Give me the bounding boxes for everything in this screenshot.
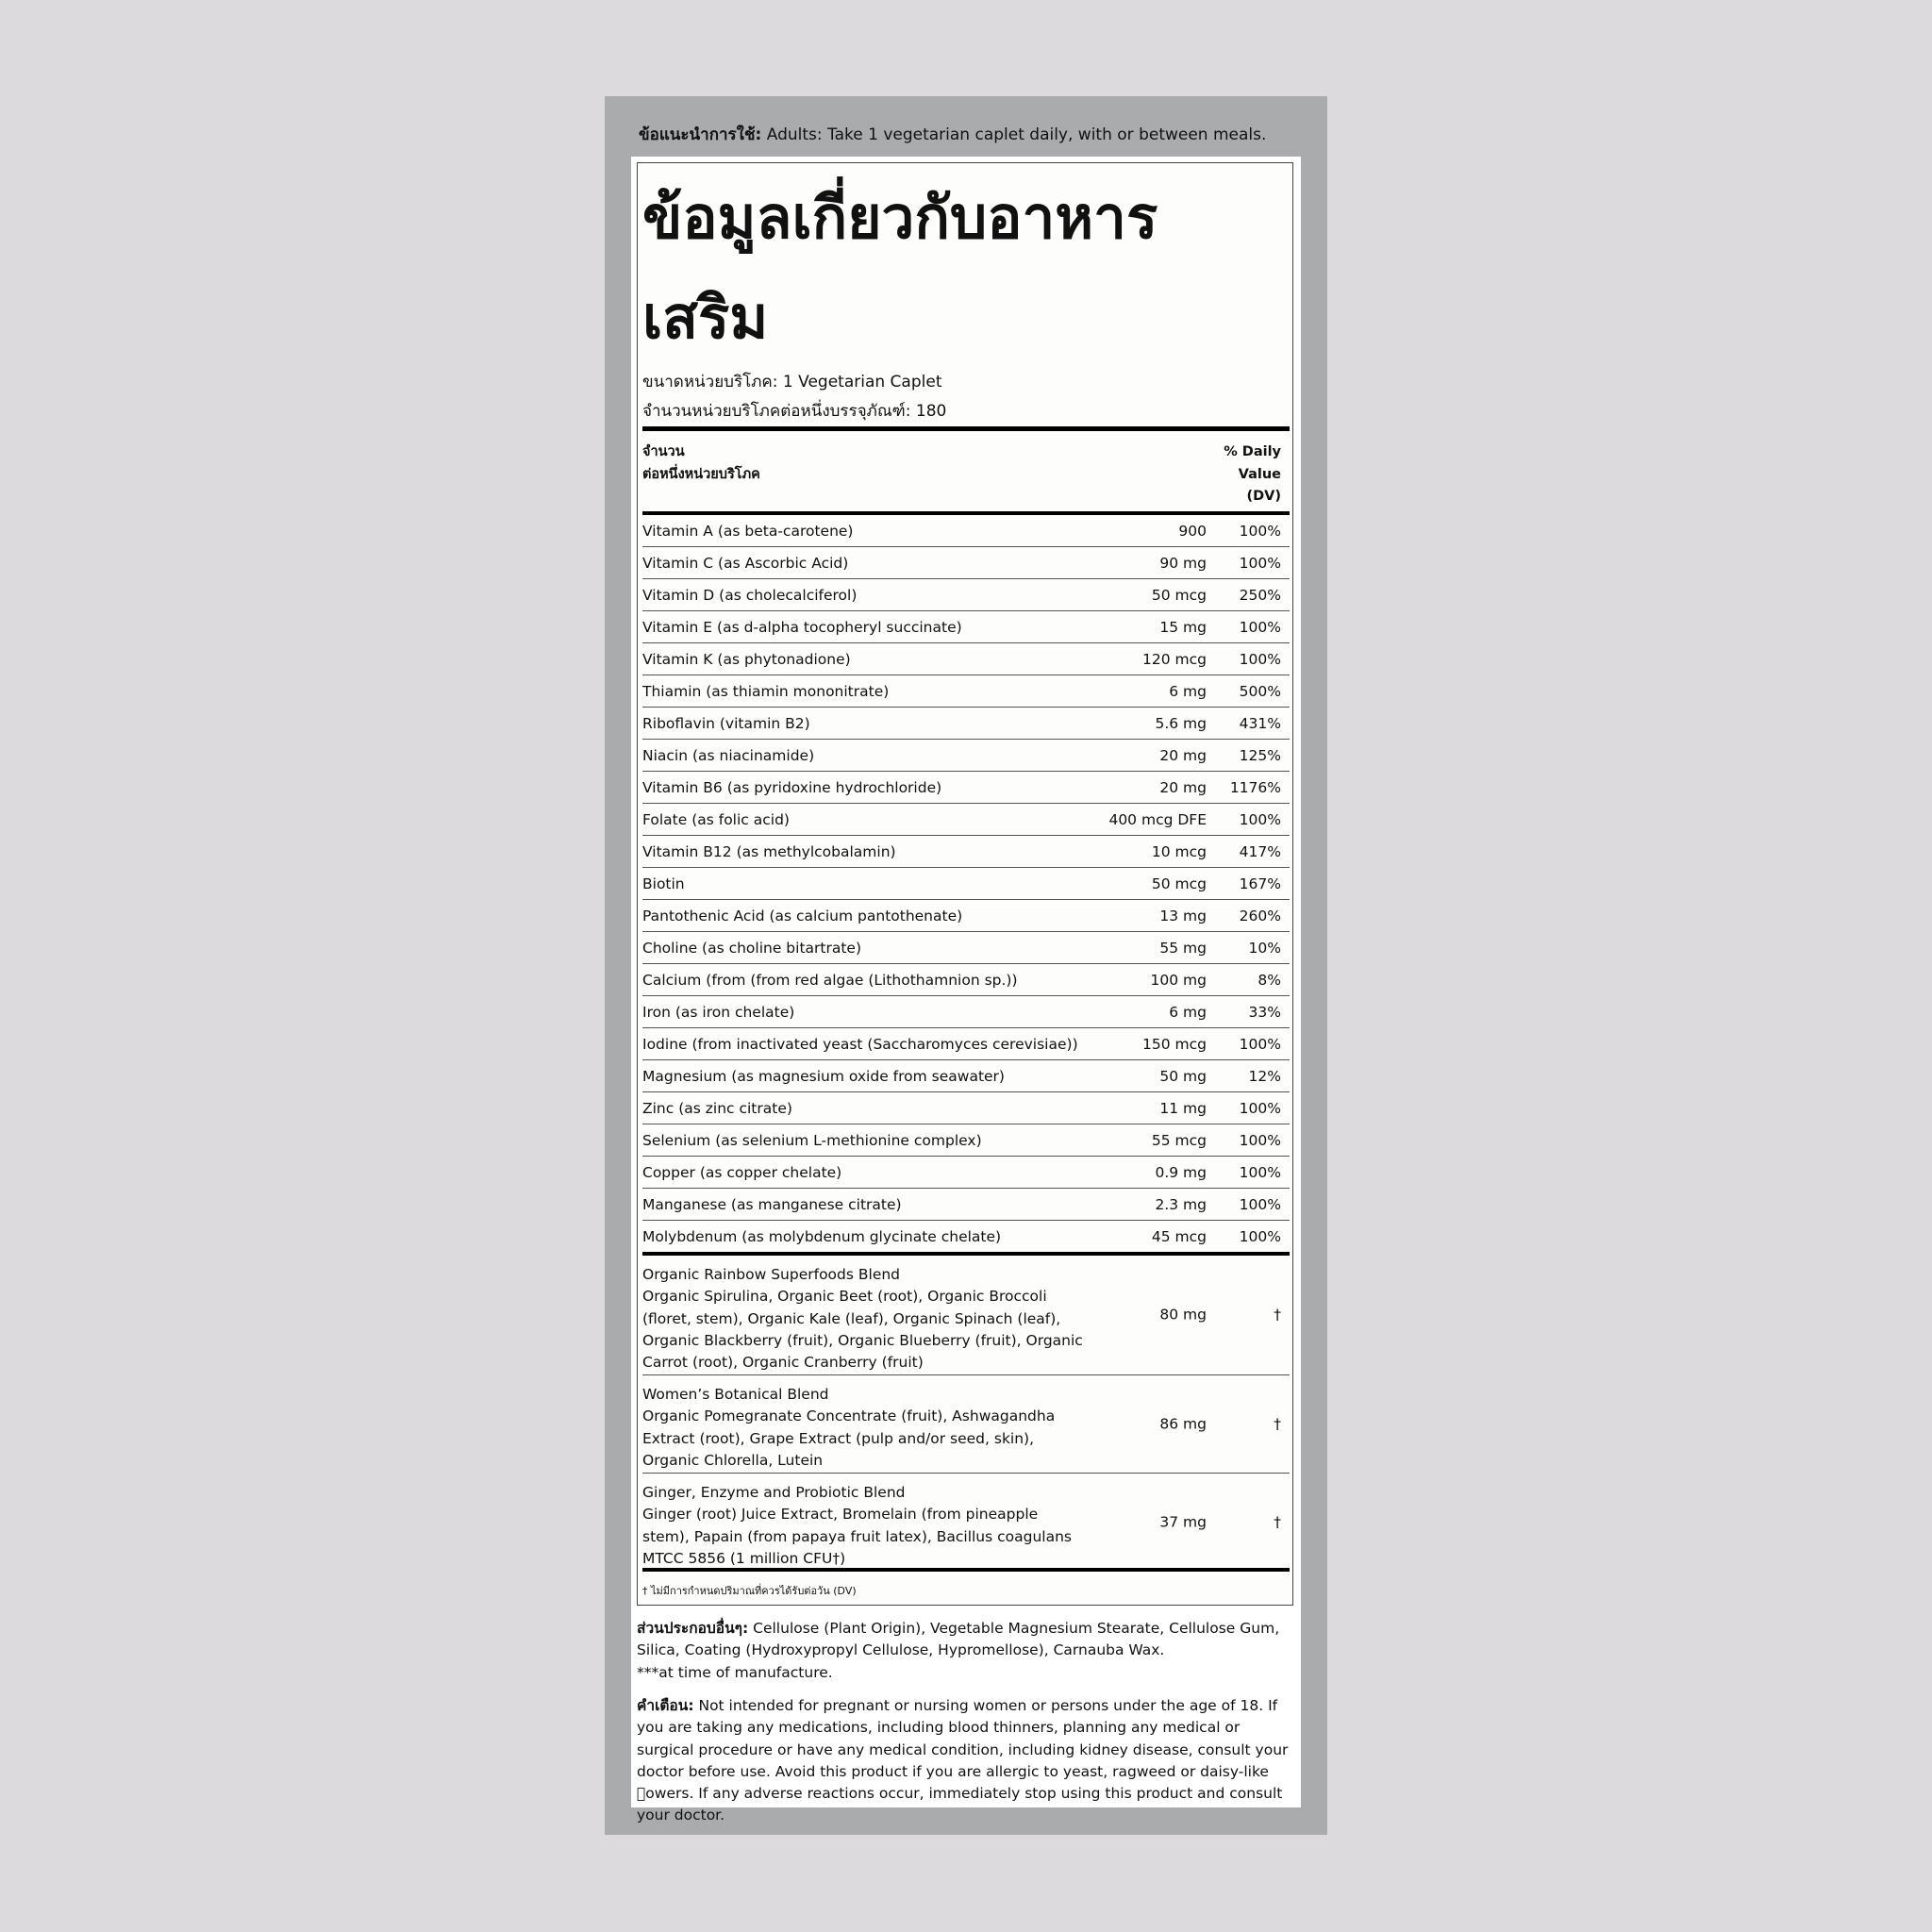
nutrient-row (642, 964, 1290, 996)
nutrient-amount: 55 mg (1159, 940, 1207, 957)
nutrient-row (642, 1060, 1290, 1092)
nutrient-row (642, 996, 1290, 1028)
blend-row (642, 1375, 1290, 1474)
blend-dv: † (1274, 1414, 1281, 1432)
nutrient-name: Selenium (as selenium L-methionine complex) (642, 1132, 982, 1149)
nutrient-row (642, 1092, 1290, 1124)
directions (639, 125, 1299, 145)
nutrient-amount: 120 mcg (1142, 651, 1207, 668)
nutrient-row (642, 740, 1290, 772)
nutrient-name: Vitamin D (as cholecalciferol) (642, 587, 858, 604)
warning (637, 1695, 1297, 1827)
nutrient-row (642, 1189, 1290, 1221)
nutrient-name: Choline (as choline bitartrate) (642, 940, 862, 957)
dv-footnote: † ไม่มีการกำหนดปริมาณที่ควรได้รับต่อวัน (DV) (642, 1585, 857, 1597)
nutrient-row (642, 900, 1290, 932)
nutrient-name: Manganese (as manganese citrate) (642, 1196, 902, 1213)
dv-header-line2: Value (1238, 466, 1281, 482)
warning-text-2: doctor before use. Avoid this product if you are allergic to yeast, ragweed or daisy-like  owers. If any adverse reactions occur, immediately stop using this product and consult your doctor. (637, 1762, 1283, 1824)
nutrient-name: Thiamin (as thiamin mononitrate) (642, 683, 890, 700)
nutrient-name: Vitamin B12 (as methylcobalamin) (642, 843, 896, 860)
nutrient-table (642, 515, 1290, 1572)
nutrient-name: Vitamin K (as phytonadione) (642, 651, 851, 668)
nutrient-dv: 33% (1248, 1004, 1281, 1021)
nutrient-dv: 1176% (1229, 779, 1281, 796)
facts-title-line2: เสริม (642, 283, 769, 352)
nutrient-dv: 100% (1239, 1164, 1281, 1181)
nutrient-row (642, 708, 1290, 740)
directions-label: ข้อแนะนำการใช้: (639, 125, 762, 144)
nutrient-name: Folate (as folic acid) (642, 811, 790, 828)
other-text: Cellulose (Plant Origin), Vegetable Magnesium Stearate, Cellulose Gum, Silica, Coating (Hydroxypropyl Cellulose, Hypromellose), Carnauba Wax. (637, 1620, 1280, 1659)
nutrient-row (642, 611, 1290, 643)
nutrient-amount: 90 mg (1159, 555, 1207, 572)
nutrient-dv: 100% (1239, 523, 1281, 540)
blend-row (642, 1474, 1290, 1572)
thick-divider-top (642, 426, 1290, 431)
nutrient-rows (642, 515, 1290, 1253)
nutrient-amount: 150 mcg (1142, 1036, 1207, 1053)
dv-column-header (1170, 441, 1281, 508)
nutrient-name: Vitamin C (as Ascorbic Acid) (642, 555, 849, 572)
nutrient-name: Calcium (from (from red algae (Lithothamnion sp.)) (642, 972, 1018, 989)
nutrient-name: Pantothenic Acid (as calcium pantothenate) (642, 908, 963, 924)
other-ingredients (637, 1618, 1297, 1684)
amount-header-line2: ต่อหนึ่งหน่วยบริโภค (642, 466, 760, 482)
nutrient-row (642, 1221, 1290, 1253)
warning-label: คำเตือน: (637, 1697, 694, 1714)
nutrient-amount: 55 mcg (1151, 1132, 1207, 1149)
nutrient-row (642, 579, 1290, 611)
blend-name: Organic Rainbow Superfoods Blend (642, 1266, 901, 1283)
nutrient-amount: 900 (1178, 523, 1207, 540)
blend-desc: Organic Pomegranate Concentrate (fruit), Ashwagandha Extract (root), Grape Extract (pulp and/or seed, skin), Organic Chlorella, Lutein (642, 1407, 1056, 1469)
nutrient-dv: 125% (1239, 747, 1281, 764)
nutrient-row (642, 932, 1290, 964)
nutrient-dv: 100% (1239, 811, 1281, 828)
nutrient-dv: 100% (1239, 1100, 1281, 1117)
nutrient-amount: 100 mg (1150, 972, 1207, 989)
nutrient-dv: 100% (1239, 1036, 1281, 1053)
nutrient-amount: 50 mg (1159, 1068, 1207, 1085)
nutrient-amount: 13 mg (1159, 908, 1207, 924)
nutrient-name: Biotin (642, 875, 685, 892)
nutrient-name: Vitamin E (as d-alpha tocopheryl succinate) (642, 619, 962, 636)
amount-column-header (642, 441, 760, 486)
serving-info (642, 368, 946, 426)
blend-rows (642, 1256, 1290, 1572)
blend-desc: Ginger (root) Juice Extract, Bromelain (from pineapple stem), Papain (from papaya fruit latex), Bacillus coagulans MTCC 5856 (1 million CFU†) (642, 1506, 1073, 1567)
dv-header-line1: % Daily (1224, 444, 1281, 459)
nutrient-name: Magnesium (as magnesium oxide from seawater) (642, 1068, 1005, 1085)
nutrient-dv: 100% (1239, 1228, 1281, 1245)
nutrient-amount: 0.9 mg (1155, 1164, 1207, 1181)
nutrient-row (642, 515, 1290, 547)
nutrient-row (642, 643, 1290, 675)
nutrient-amount: 5.6 mg (1155, 715, 1207, 732)
blend-desc: Organic Spirulina, Organic Beet (root), Organic Broccoli (floret, stem), Organic Kale (leaf), Organic Spinach (leaf), Organic Blackberry (fruit), Organic Blueberry (fruit), Organic Carrot (root), Organic Cranberry (fruit) (642, 1288, 1083, 1372)
nutrient-row (642, 1124, 1290, 1157)
blend-name: Women’s Botanical Blend (642, 1386, 829, 1403)
nutrient-dv: 100% (1239, 619, 1281, 636)
nutrient-row (642, 772, 1290, 804)
nutrient-amount: 20 mg (1159, 747, 1207, 764)
dv-header-line3: (DV) (1246, 489, 1281, 504)
nutrient-dv: 100% (1239, 1132, 1281, 1149)
nutrient-dv: 431% (1239, 715, 1281, 732)
thick-divider-bottom (642, 1568, 1290, 1572)
nutrient-row (642, 836, 1290, 868)
nutrient-name: Iodine (from inactivated yeast (Saccharomyces cerevisiae)) (642, 1036, 1078, 1053)
nutrient-row (642, 675, 1290, 708)
blend-dv: † (1274, 1513, 1281, 1531)
nutrient-amount: 45 mcg (1151, 1228, 1207, 1245)
nutrient-dv: 100% (1239, 1196, 1281, 1213)
blend-amount: 80 mg (1159, 1306, 1207, 1324)
nutrient-name: Molybdenum (as molybdenum glycinate chelate) (642, 1228, 1002, 1245)
servings-per-container: จำนวนหน่วยบริโภคต่อหนึ่งบรรจุภัณฑ์: 180 (642, 402, 947, 421)
nutrient-dv: 100% (1239, 555, 1281, 572)
nutrient-dv: 167% (1239, 875, 1281, 892)
nutrient-dv: 100% (1239, 651, 1281, 668)
nutrient-row (642, 1028, 1290, 1060)
nutrient-amount: 6 mg (1169, 683, 1207, 700)
facts-title (642, 168, 1284, 368)
facts-title-line1: ข้อมูลเกี่ยวกับอาหาร (642, 183, 1158, 252)
nutrient-dv: 12% (1248, 1068, 1281, 1085)
amount-header-line1: จำนวน (642, 444, 685, 459)
nutrient-dv: 250% (1239, 587, 1281, 604)
nutrient-amount: 400 mcg DFE (1108, 811, 1207, 828)
warning-text-1: Not intended for pregnant or nursing women or persons under the age of 18. If you are taking any medications, including blood thinners, planning any medical or surgical procedure or have any medical condition, including kidney disease, consult your (637, 1697, 1289, 1758)
nutrient-row (642, 868, 1290, 900)
blend-amount: 37 mg (1159, 1513, 1207, 1531)
manufacture-note: ***at time of manufacture. (637, 1663, 833, 1681)
nutrient-amount: 6 mg (1169, 1004, 1207, 1021)
nutrient-amount: 10 mcg (1151, 843, 1207, 860)
nutrient-dv: 10% (1248, 940, 1281, 957)
directions-text: Adults: Take 1 vegetarian caplet daily, with or between meals. (761, 125, 1267, 144)
nutrient-amount: 20 mg (1159, 779, 1207, 796)
serving-size: ขนาดหน่วยบริโภค: 1 Vegetarian Caplet (642, 373, 942, 391)
nutrient-dv: 417% (1239, 843, 1281, 860)
nutrient-amount: 50 mcg (1151, 875, 1207, 892)
nutrient-dv: 500% (1239, 683, 1281, 700)
other-label: ส่วนประกอบอื่นๆ: (637, 1620, 749, 1637)
nutrient-row (642, 804, 1290, 836)
nutrient-amount: 11 mg (1159, 1100, 1207, 1117)
nutrient-name: Copper (as copper chelate) (642, 1164, 842, 1181)
nutrient-name: Iron (as iron chelate) (642, 1004, 795, 1021)
nutrient-name: Zinc (as zinc citrate) (642, 1100, 792, 1117)
nutrient-row (642, 547, 1290, 579)
nutrient-name: Vitamin B6 (as pyridoxine hydrochloride) (642, 779, 942, 796)
nutrient-amount: 15 mg (1159, 619, 1207, 636)
blend-name: Ginger, Enzyme and Probiotic Blend (642, 1484, 906, 1501)
nutrient-name: Niacin (as niacinamide) (642, 747, 815, 764)
blend-amount: 86 mg (1159, 1414, 1207, 1432)
blend-row (642, 1256, 1290, 1375)
nutrient-dv: 260% (1239, 908, 1281, 924)
nutrient-name: Vitamin A (as beta-carotene) (642, 523, 854, 540)
blend-dv: † (1274, 1306, 1281, 1324)
nutrient-row (642, 1157, 1290, 1189)
nutrient-dv: 8% (1257, 972, 1281, 989)
nutrient-amount: 50 mcg (1151, 587, 1207, 604)
nutrient-name: Riboflavin (vitamin B2) (642, 715, 810, 732)
nutrient-amount: 2.3 mg (1155, 1196, 1207, 1213)
